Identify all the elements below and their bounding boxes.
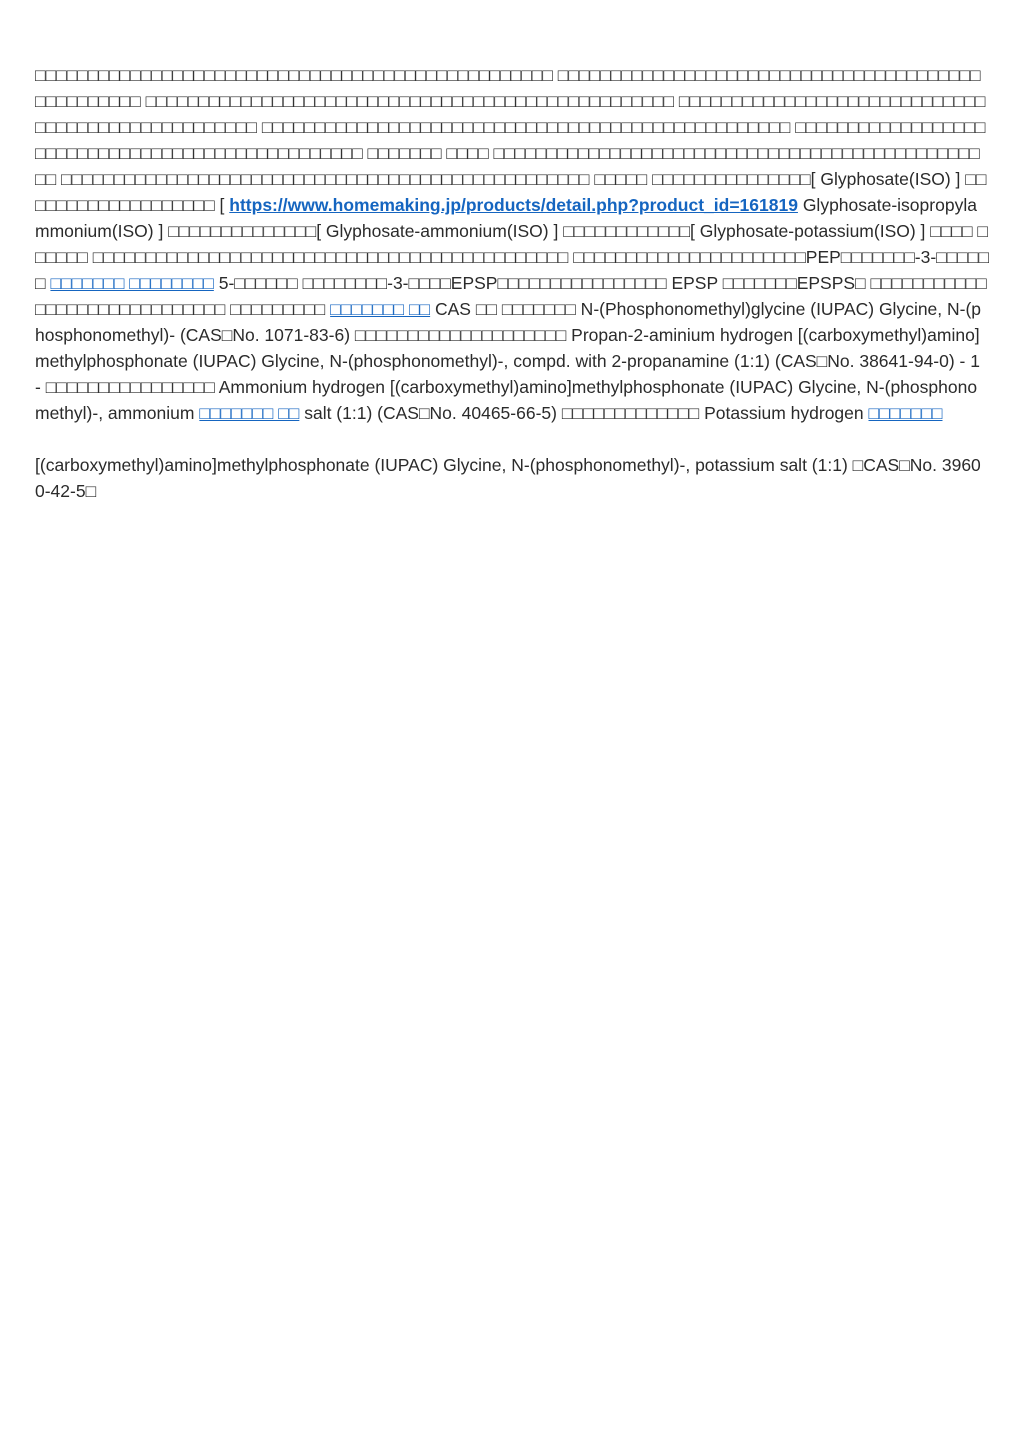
inline-link[interactable]: □□□□□□□ □□ (199, 403, 300, 423)
paragraph-text: Glyphosate-isopropylammonium(ISO) ] □□□□□□□□□□□□□□[ Glyphosate-ammonium(ISO) ] □□□□□□□□□□□□[ Glyphosate-potassium(ISO) ] □□□□ □□□□□□ □□□□□□□□□□□□□□□□□□□□□□□□□□□□□□□□□□□□□□□□□□□□□ □□□□□□□□□□□□□□□□□□□□□□PEP□□□□□□□-3-□□□□□□ (35, 195, 990, 293)
product-link[interactable]: https://www.homemaking.jp/products/detail.php?product_id=161819 (229, 195, 798, 215)
paragraph-spacer (35, 426, 990, 452)
inline-link[interactable]: □□□□□□□ □□ (330, 299, 431, 319)
inline-link[interactable]: □□□□□□□ (868, 403, 943, 423)
paragraph-text: CAS □□ □□□□□□□ N-(Phosphonomethyl)glycine (IUPAC) Glycine, N-(phosphonomethyl)- (CAS□No. 1071-83-6) □□□□□□□□□□□□□□□□□□□□ Propan-2-aminium hydrogen [(carboxymethyl)amino]methylphosphonate (IUPAC) Glycine, N-(phosphonomethyl)-, compd. with 2-propanamine (1:1) (CAS□No. 38641-94-0) - 1 - □□□□□□□□□□□□□□□□ Ammonium hydrogen [(carboxymethyl)amino]methylphosphonate (IUPAC) Glycine, N-(phosphonomethyl)-, ammonium (35, 299, 982, 423)
inline-link[interactable]: □□□□□□□ □□□□□□□□ (50, 273, 214, 293)
paragraph-text: □□□□□□□□□□□□□□□□□□□□□□□□□□□□□□□□□□□□□□□□□□□□□□□□□ □□□□□□□□□□□□□□□□□□□□□□□□□□□□□□□□□□□□□□□□□□□□□□□□□□ □□□□□□□□□□□□□□□□□□□□□□□□□□□□□□□□□□□□□□□□□□□□□□□□□□ □□□□□□□□□□□□□□□□□□□□□□□□□□□□□□□□□□□□□□□□□□□□□□□□□□ □□□□□□□□□□□□□□□□□□□□□□□□□□□□□□□□□□□□□□□□□□□□□□□□□□ □□□□□□□□□□□□□□□□□□□□□□□□□□□□□□□□□□□□□□□□□□□□□□□□□ □□□□□□□ □□□□ □□□□□□□□□□□□□□□□□□□□□□□□□□□□□□□□□□□□□□□□□□□□□□□□ □□□□□□□□□□□□□□□□□□□□□□□□□□□□□□□□□□□□□□□□□□□□□□□□□□ □□□□□ □□□□□□□□□□□□□□□[ Glyphosate(ISO) ] □□□□□□□□□□□□□□□□□□□ [ (35, 65, 987, 215)
body-paragraph: [(carboxymethyl)amino]methylphosphonate (IUPAC) Glycine, N-(phosphonomethyl)-, potassium salt (1:1) □CAS□No. 39600-42-5□ (35, 455, 981, 501)
paragraph-text: 5-□□□□□□ □□□□□□□□-3-□□□□EPSP□□□□□□□□□□□□□□□□ EPSP □□□□□□□EPSPS□ □□□□□□□□□□□□□□□□□□□□□□□□□□□□□ □□□□□□□□□ (35, 273, 987, 319)
body-paragraph (35, 62, 990, 426)
paragraph-text: salt (1:1) (CAS□No. 40465-66-5) □□□□□□□□□□□□□ Potassium hydrogen (299, 403, 869, 423)
document-page (35, 62, 990, 504)
